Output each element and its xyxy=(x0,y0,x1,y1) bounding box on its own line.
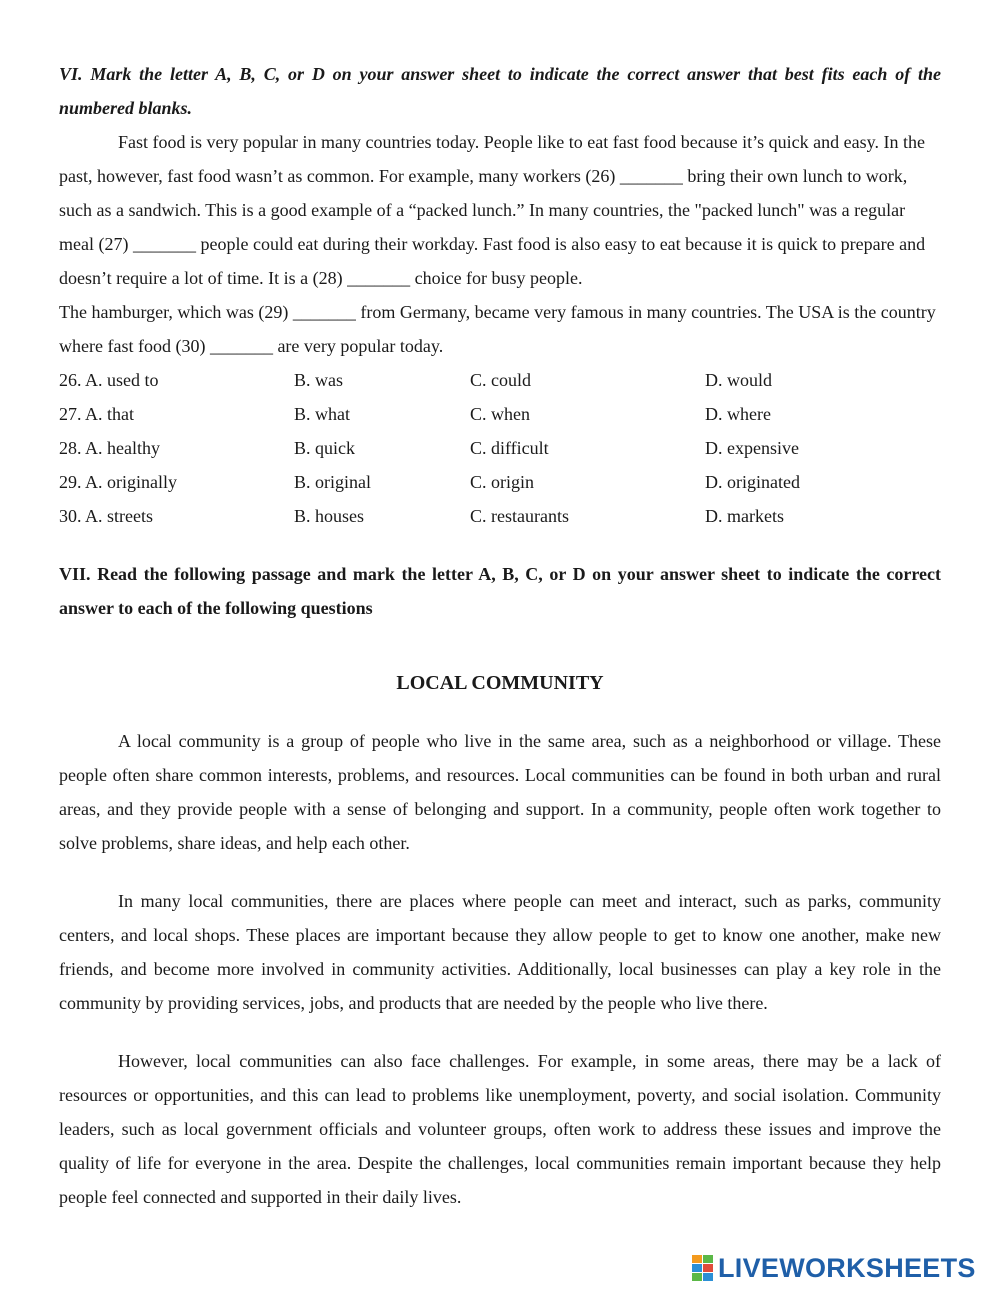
passage-paragraph-2: In many local communities, there are places where people can meet and interact, such as parks, community centers, and local shops. These places are important because they allow people to get to know one another, make new friends, and become more involved in community activities. Additionally, local businesses can play a key role in the community by providing services, jobs, and products that are needed by the people who live there. xyxy=(59,891,941,1013)
option-30-a[interactable]: 30. A. streets xyxy=(59,506,153,526)
question-row-27 xyxy=(59,397,941,431)
passage-title: LOCAL COMMUNITY xyxy=(396,672,604,694)
paragraph-spacer xyxy=(59,1020,941,1044)
paragraph-spacer xyxy=(59,860,941,884)
option-29-c[interactable]: C. origin xyxy=(470,472,535,492)
option-28-c[interactable]: C. difficult xyxy=(470,438,549,458)
worksheet-page xyxy=(59,57,941,1214)
option-29-b[interactable]: B. original xyxy=(294,472,371,492)
section-6-paragraph-1: Fast food is very popular in many countries today. People like to eat fast food because it’s quick and easy. In the past, however, fast food wasn’t as common. For example, many workers (26) _______ bring their own lunch to work, such as a sandwich. This is a good example of a “packed lunch.” In many countries, the "packed lunch" was a regular meal (27) _______ people could eat during their workday. Fast food is also easy to eat because it is quick to prepare and doesn’t require a lot of time. It is a (28) _______ choice for busy people. xyxy=(59,132,926,288)
option-27-c[interactable]: C. when xyxy=(470,404,530,424)
passage-paragraph-1: A local community is a group of people who live in the same area, such as a neighborhood or village. These people often share common interests, problems, and resources. Local communities can be found in both urban and rural areas, and they provide people with a sense of belonging and support. In a community, people often work together to solve problems, share ideas, and help each other. xyxy=(59,731,941,853)
option-30-c[interactable]: C. restaurants xyxy=(470,506,569,526)
section-7-instruction: VII. Read the following passage and mark the letter A, B, C, or D on your answer sheet to indicate the correct answer to each of the following questions xyxy=(59,564,941,618)
question-row-26 xyxy=(59,363,941,397)
section-6-instruction xyxy=(59,57,941,125)
section-6-paragraph-2: The hamburger, which was (29) _______ from Germany, became very famous in many countries. The USA is the country where fast food (30) _______ are very popular today. xyxy=(59,302,936,356)
section-spacer xyxy=(59,533,941,557)
option-26-d[interactable]: D. would xyxy=(705,370,772,390)
question-options-list xyxy=(59,363,941,533)
liveworksheets-logo-text: LIVEWORKSHEETS xyxy=(718,1252,976,1283)
question-row-29 xyxy=(59,465,941,499)
option-26-c[interactable]: C. could xyxy=(470,370,531,390)
option-30-d[interactable]: D. markets xyxy=(705,506,784,526)
question-row-28 xyxy=(59,431,941,465)
section-6-instruction-text: Mark the letter A, B, C, or D on your answer sheet to indicate the correct answer that best fits each of the numbered blanks. xyxy=(59,64,942,118)
option-29-d[interactable]: D. originated xyxy=(705,472,800,492)
option-26-a[interactable]: 26. A. used to xyxy=(59,370,159,390)
option-27-a[interactable]: 27. A. that xyxy=(59,404,134,424)
option-27-b[interactable]: B. what xyxy=(294,404,350,424)
liveworksheets-logo xyxy=(692,1252,976,1284)
question-row-30 xyxy=(59,499,941,533)
option-26-b[interactable]: B. was xyxy=(294,370,343,390)
passage-paragraph-3: However, local communities can also face challenges. For example, in some areas, there may be a lack of resources or opportunities, and this can lead to problems like unemployment, poverty, and social isolation. Community leaders, such as local government officials and volunteer groups, often work to address these issues and improve the quality of life for everyone in the area. Despite the challenges, local communities remain important because they help people feel connected and supported in their daily lives. xyxy=(59,1051,941,1207)
option-28-b[interactable]: B. quick xyxy=(294,438,355,458)
option-28-d[interactable]: D. expensive xyxy=(705,438,799,458)
option-27-d[interactable]: D. where xyxy=(705,404,771,424)
option-29-a[interactable]: 29. A. originally xyxy=(59,472,177,492)
option-30-b[interactable]: B. houses xyxy=(294,506,365,526)
option-28-a[interactable]: 28. A. healthy xyxy=(59,438,160,458)
section-6-number: VI. xyxy=(59,64,83,84)
liveworksheets-logo-icon xyxy=(692,1255,714,1281)
